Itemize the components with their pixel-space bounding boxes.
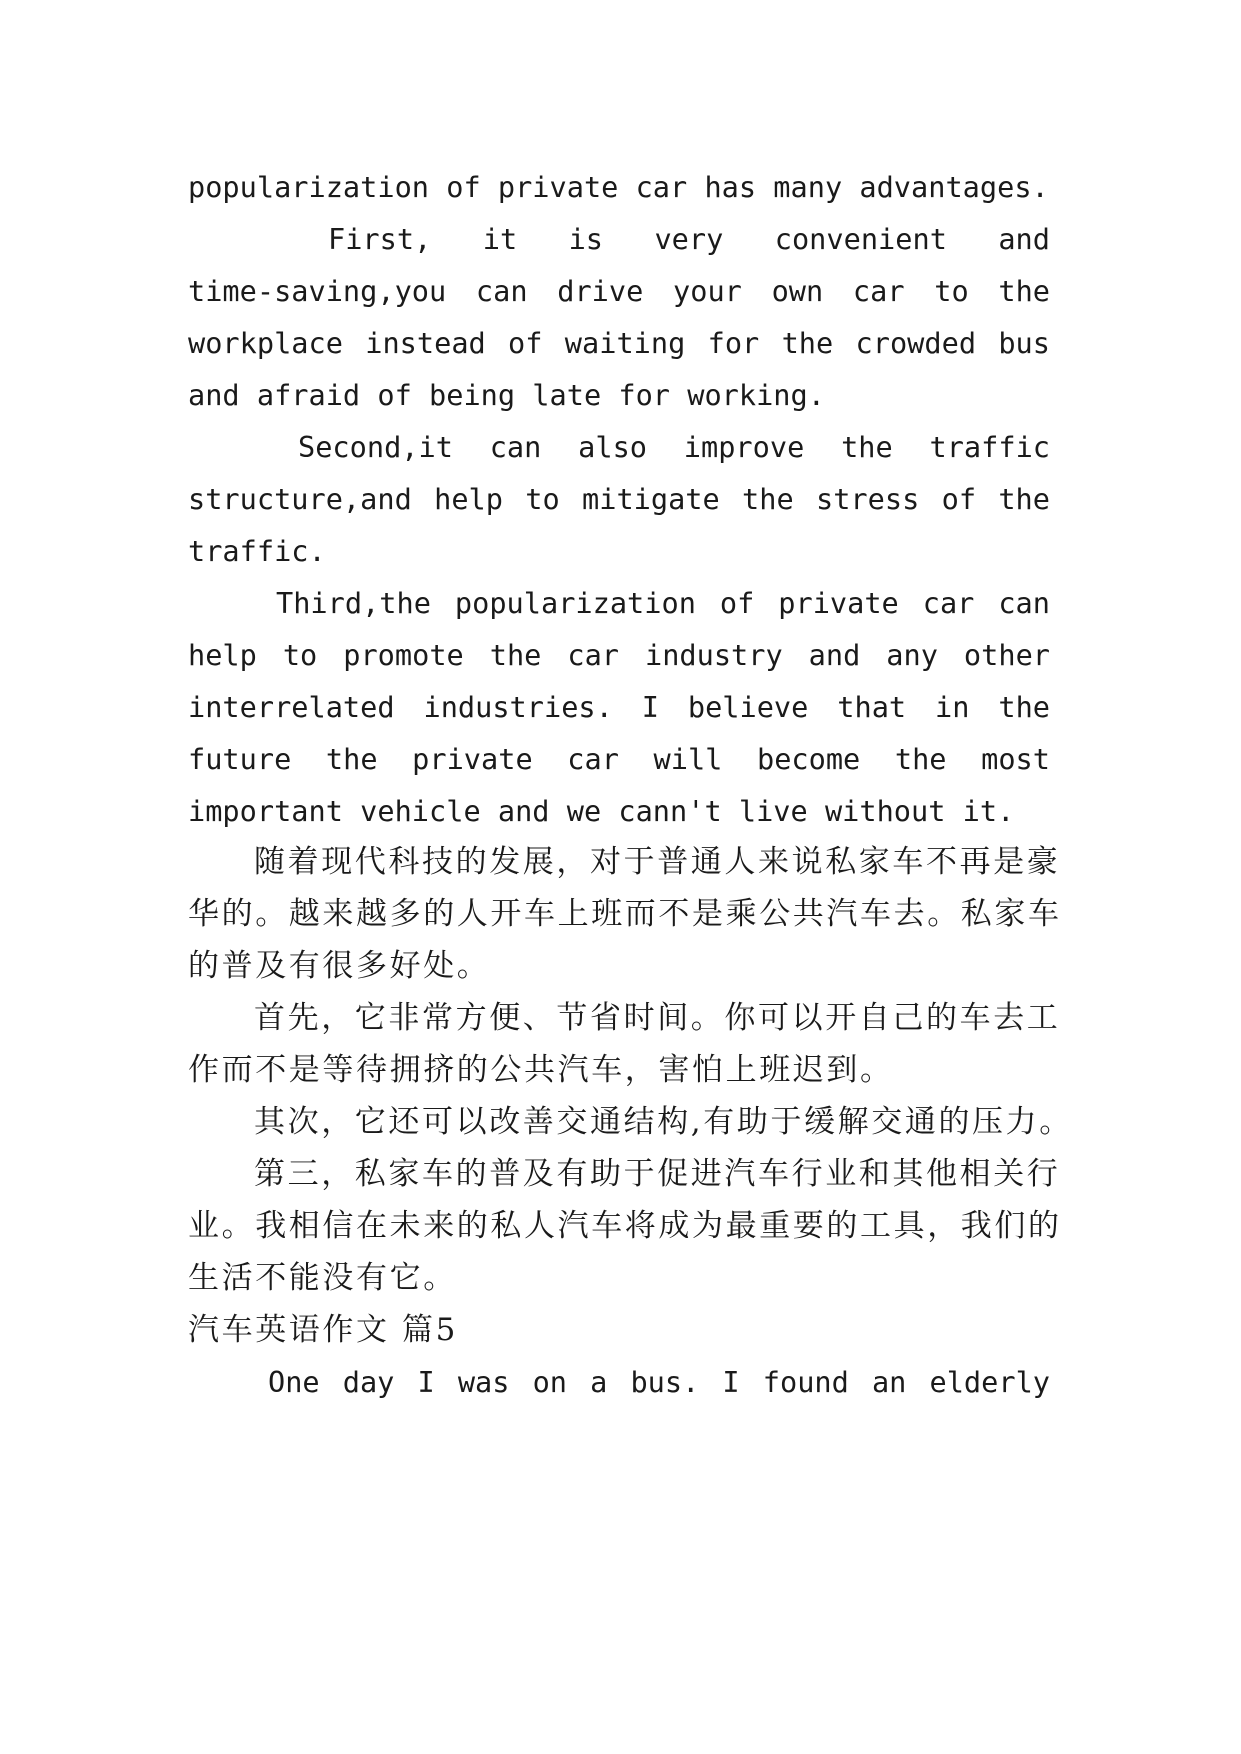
text-line: 第三，私家车的普及有助于促进汽车行业和其他相关行 (254, 1156, 1061, 1192)
text-line: First, it is very convenient and (328, 222, 1050, 256)
text-line: workplace instead of waiting for the crowded bus (188, 326, 1050, 360)
text-line: time-saving,you can drive your own car to the (188, 274, 1050, 308)
text-line: 随着现代科技的发展，对于普通人来说私家车不再是豪 (254, 844, 1061, 880)
section-heading: 汽车英语作文 篇5 (188, 1312, 458, 1348)
text-line: 作而不是等待拥挤的公共汽车，害怕上班迟到。 (188, 1052, 894, 1088)
text-line: future the private car will become the most (188, 742, 1050, 776)
text-line: structure,and help to mitigate the stress of the (188, 482, 1050, 516)
text-line: 华的。越来越多的人开车上班而不是乘公共汽车去。私家车 (188, 896, 1062, 932)
text-line: traffic. (188, 534, 326, 568)
text-line: Second,it can also improve the traffic (298, 430, 1050, 464)
text-line: and afraid of being late for working. (188, 378, 825, 412)
text-line: interrelated industries. I believe that in the (188, 690, 1050, 724)
text-line: 生活不能没有它。 (188, 1260, 457, 1296)
text-line: Third,the popularization of private car can (276, 586, 1050, 620)
text-line: important vehicle and we cann't live without it. (188, 794, 1015, 828)
text-line: One day I was on a bus. I found an elderly (268, 1365, 1050, 1399)
text-line: popularization of private car has many advantages. (188, 170, 1049, 204)
text-line: help to promote the car industry and any other (188, 638, 1050, 672)
text-line: 业。我相信在未来的私人汽车将成为最重要的工具，我们的 (188, 1208, 1062, 1244)
text-line: 其次，它还可以改善交通结构,有助于缓解交通的压力。 (254, 1104, 1073, 1140)
text-line: 首先，它非常方便、节省时间。你可以开自己的车去工 (254, 1000, 1061, 1036)
text-line: 的普及有很多好处。 (188, 948, 491, 984)
